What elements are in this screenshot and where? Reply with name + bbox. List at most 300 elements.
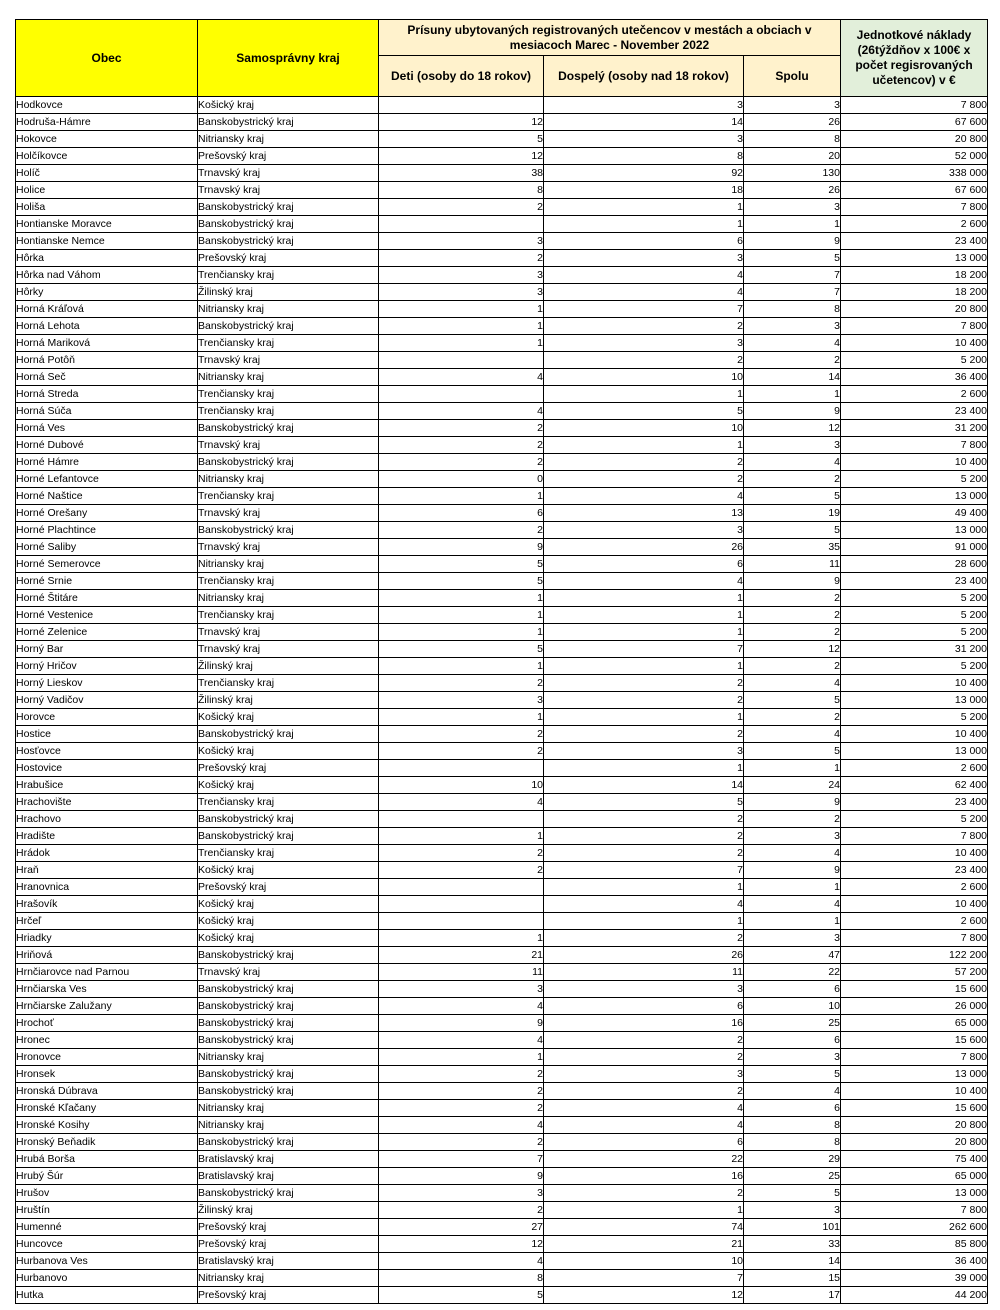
header-deti: Deti (osoby do 18 rokov) <box>379 56 544 97</box>
cell-kraj: Banskobystrický kraj <box>198 318 379 335</box>
cell-kraj: Nitriansky kraj <box>198 1049 379 1066</box>
cell-spolu: 2 <box>744 471 841 488</box>
cell-obec: Horný Vadičov <box>16 692 198 709</box>
cell-deti: 1 <box>379 318 544 335</box>
cell-kraj: Banskobystrický kraj <box>198 947 379 964</box>
cell-spolu: 8 <box>744 131 841 148</box>
cell-kraj: Trenčiansky kraj <box>198 403 379 420</box>
table-row <box>16 1100 988 1117</box>
cell-deti: 9 <box>379 539 544 556</box>
refugee-cost-table <box>15 19 988 1304</box>
cell-deti: 2 <box>379 420 544 437</box>
cell-deti: 2 <box>379 675 544 692</box>
cell-deti: 2 <box>379 199 544 216</box>
cell-naklady: 10 400 <box>841 675 988 692</box>
table-row <box>16 777 988 794</box>
cell-naklady: 13 000 <box>841 522 988 539</box>
cell-dospeli: 10 <box>544 369 744 386</box>
cell-deti: 3 <box>379 233 544 250</box>
cell-deti: 3 <box>379 267 544 284</box>
cell-kraj: Banskobystrický kraj <box>198 998 379 1015</box>
table-row <box>16 1236 988 1253</box>
cell-dospeli: 7 <box>544 862 744 879</box>
cell-deti: 2 <box>379 743 544 760</box>
table-row <box>16 896 988 913</box>
cell-naklady: 15 600 <box>841 981 988 998</box>
cell-deti: 2 <box>379 726 544 743</box>
cell-dospeli: 4 <box>544 488 744 505</box>
header-dospeli: Dospelý (osoby nad 18 rokov) <box>544 56 744 97</box>
cell-kraj: Banskobystrický kraj <box>198 726 379 743</box>
cell-spolu: 3 <box>744 930 841 947</box>
table-row <box>16 165 988 182</box>
cell-naklady: 36 400 <box>841 369 988 386</box>
cell-naklady: 62 400 <box>841 777 988 794</box>
cell-obec: Hrachovo <box>16 811 198 828</box>
cell-spolu: 5 <box>744 250 841 267</box>
cell-deti: 1 <box>379 709 544 726</box>
cell-dospeli: 8 <box>544 148 744 165</box>
cell-dospeli: 2 <box>544 454 744 471</box>
cell-naklady: 91 000 <box>841 539 988 556</box>
cell-dospeli: 3 <box>544 981 744 998</box>
cell-kraj: Nitriansky kraj <box>198 471 379 488</box>
cell-kraj: Nitriansky kraj <box>198 301 379 318</box>
cell-naklady: 52 000 <box>841 148 988 165</box>
cell-dospeli: 1 <box>544 879 744 896</box>
table-row <box>16 981 988 998</box>
cell-kraj: Košický kraj <box>198 896 379 913</box>
cell-naklady: 13 000 <box>841 488 988 505</box>
cell-kraj: Banskobystrický kraj <box>198 454 379 471</box>
cell-deti: 5 <box>379 641 544 658</box>
cell-deti: 1 <box>379 624 544 641</box>
cell-obec: Hronovce <box>16 1049 198 1066</box>
cell-dospeli: 5 <box>544 794 744 811</box>
cell-dospeli: 11 <box>544 964 744 981</box>
cell-dospeli: 12 <box>544 1287 744 1304</box>
cell-obec: Hronec <box>16 1032 198 1049</box>
cell-spolu: 17 <box>744 1287 841 1304</box>
cell-dospeli: 92 <box>544 165 744 182</box>
cell-deti: 2 <box>379 862 544 879</box>
cell-obec: Horná Potôň <box>16 352 198 369</box>
cell-deti: 1 <box>379 658 544 675</box>
cell-spolu: 4 <box>744 1083 841 1100</box>
cell-spolu: 20 <box>744 148 841 165</box>
cell-deti: 1 <box>379 488 544 505</box>
cell-naklady: 10 400 <box>841 335 988 352</box>
cell-obec: Hruštín <box>16 1202 198 1219</box>
cell-kraj: Banskobystrický kraj <box>198 828 379 845</box>
cell-deti <box>379 216 544 233</box>
cell-dospeli: 1 <box>544 437 744 454</box>
cell-kraj: Banskobystrický kraj <box>198 420 379 437</box>
cell-naklady: 75 400 <box>841 1151 988 1168</box>
cell-dospeli: 2 <box>544 1049 744 1066</box>
table-row <box>16 845 988 862</box>
cell-dospeli: 14 <box>544 114 744 131</box>
cell-naklady: 23 400 <box>841 403 988 420</box>
cell-kraj: Nitriansky kraj <box>198 131 379 148</box>
cell-deti <box>379 760 544 777</box>
table-row <box>16 675 988 692</box>
cell-naklady: 7 800 <box>841 97 988 114</box>
cell-kraj: Bratislavský kraj <box>198 1253 379 1270</box>
cell-deti: 6 <box>379 505 544 522</box>
cell-dospeli: 2 <box>544 726 744 743</box>
cell-obec: Hronské Kosihy <box>16 1117 198 1134</box>
cell-kraj: Trnavský kraj <box>198 182 379 199</box>
cell-deti: 2 <box>379 1066 544 1083</box>
cell-dospeli: 1 <box>544 709 744 726</box>
cell-kraj: Trnavský kraj <box>198 539 379 556</box>
cell-spolu: 3 <box>744 199 841 216</box>
table-row <box>16 862 988 879</box>
cell-deti: 9 <box>379 1015 544 1032</box>
cell-naklady: 7 800 <box>841 930 988 947</box>
cell-spolu: 33 <box>744 1236 841 1253</box>
cell-obec: Horná Kráľová <box>16 301 198 318</box>
cell-deti: 1 <box>379 1049 544 1066</box>
cell-deti: 3 <box>379 981 544 998</box>
cell-spolu: 10 <box>744 998 841 1015</box>
cell-dospeli: 1 <box>544 1202 744 1219</box>
cell-kraj: Bratislavský kraj <box>198 1168 379 1185</box>
cell-naklady: 2 600 <box>841 386 988 403</box>
cell-dospeli: 2 <box>544 811 744 828</box>
cell-deti: 4 <box>379 1253 544 1270</box>
cell-spolu: 22 <box>744 964 841 981</box>
cell-kraj: Košický kraj <box>198 709 379 726</box>
cell-spolu: 15 <box>744 1270 841 1287</box>
cell-dospeli: 1 <box>544 913 744 930</box>
cell-kraj: Košický kraj <box>198 913 379 930</box>
table-row <box>16 1202 988 1219</box>
cell-deti: 27 <box>379 1219 544 1236</box>
cell-obec: Horné Orešany <box>16 505 198 522</box>
table-row <box>16 250 988 267</box>
table-row <box>16 1151 988 1168</box>
cell-naklady: 49 400 <box>841 505 988 522</box>
cell-deti: 1 <box>379 590 544 607</box>
cell-deti: 38 <box>379 165 544 182</box>
cell-spolu: 4 <box>744 896 841 913</box>
cell-deti: 1 <box>379 301 544 318</box>
cell-naklady: 5 200 <box>841 709 988 726</box>
cell-kraj: Košický kraj <box>198 743 379 760</box>
cell-obec: Hriňová <box>16 947 198 964</box>
cell-kraj: Košický kraj <box>198 777 379 794</box>
cell-kraj: Nitriansky kraj <box>198 590 379 607</box>
cell-spolu: 26 <box>744 114 841 131</box>
cell-kraj: Trnavský kraj <box>198 641 379 658</box>
cell-spolu: 2 <box>744 811 841 828</box>
cell-naklady: 5 200 <box>841 607 988 624</box>
cell-deti <box>379 913 544 930</box>
cell-kraj: Nitriansky kraj <box>198 556 379 573</box>
cell-kraj: Žilinský kraj <box>198 284 379 301</box>
cell-obec: Horné Vestenice <box>16 607 198 624</box>
cell-spolu: 25 <box>744 1015 841 1032</box>
cell-deti <box>379 352 544 369</box>
cell-deti: 1 <box>379 930 544 947</box>
table-row <box>16 573 988 590</box>
cell-obec: Hontianske Nemce <box>16 233 198 250</box>
cell-kraj: Trnavský kraj <box>198 437 379 454</box>
cell-spolu: 7 <box>744 284 841 301</box>
cell-deti: 4 <box>379 1117 544 1134</box>
cell-obec: Horné Zelenice <box>16 624 198 641</box>
cell-kraj: Banskobystrický kraj <box>198 1066 379 1083</box>
cell-deti: 8 <box>379 182 544 199</box>
cell-spolu: 5 <box>744 743 841 760</box>
cell-deti: 12 <box>379 114 544 131</box>
cell-kraj: Košický kraj <box>198 930 379 947</box>
cell-naklady: 31 200 <box>841 641 988 658</box>
cell-naklady: 7 800 <box>841 1049 988 1066</box>
cell-naklady: 67 600 <box>841 114 988 131</box>
cell-obec: Horné Hámre <box>16 454 198 471</box>
cell-dospeli: 2 <box>544 318 744 335</box>
cell-spolu: 12 <box>744 641 841 658</box>
table-row <box>16 760 988 777</box>
cell-naklady: 23 400 <box>841 794 988 811</box>
cell-obec: Hokovce <box>16 131 198 148</box>
cell-naklady: 57 200 <box>841 964 988 981</box>
cell-kraj: Banskobystrický kraj <box>198 199 379 216</box>
cell-spolu: 35 <box>744 539 841 556</box>
cell-kraj: Banskobystrický kraj <box>198 1032 379 1049</box>
cell-kraj: Košický kraj <box>198 862 379 879</box>
cell-obec: Hrubý Šúr <box>16 1168 198 1185</box>
cell-spolu: 5 <box>744 692 841 709</box>
cell-dospeli: 3 <box>544 131 744 148</box>
cell-kraj: Prešovský kraj <box>198 1287 379 1304</box>
cell-deti: 2 <box>379 1202 544 1219</box>
cell-naklady: 13 000 <box>841 1066 988 1083</box>
cell-deti: 5 <box>379 131 544 148</box>
cell-spolu: 11 <box>744 556 841 573</box>
cell-spolu: 4 <box>744 726 841 743</box>
cell-spolu: 6 <box>744 981 841 998</box>
cell-kraj: Košický kraj <box>198 97 379 114</box>
table-row <box>16 488 988 505</box>
cell-obec: Hraň <box>16 862 198 879</box>
cell-naklady: 5 200 <box>841 658 988 675</box>
cell-deti: 0 <box>379 471 544 488</box>
cell-naklady: 5 200 <box>841 352 988 369</box>
cell-obec: Holčíkovce <box>16 148 198 165</box>
cell-kraj: Trnavský kraj <box>198 165 379 182</box>
table-row <box>16 182 988 199</box>
cell-obec: Hriadky <box>16 930 198 947</box>
cell-kraj: Prešovský kraj <box>198 250 379 267</box>
cell-obec: Hronský Beňadik <box>16 1134 198 1151</box>
cell-naklady: 2 600 <box>841 216 988 233</box>
table-row <box>16 1015 988 1032</box>
cell-kraj: Trenčiansky kraj <box>198 607 379 624</box>
cell-spolu: 1 <box>744 386 841 403</box>
cell-spolu: 5 <box>744 1066 841 1083</box>
table-row <box>16 267 988 284</box>
table-row <box>16 1287 988 1304</box>
cell-kraj: Trenčiansky kraj <box>198 488 379 505</box>
cell-spolu: 2 <box>744 709 841 726</box>
table-row <box>16 879 988 896</box>
cell-dospeli: 7 <box>544 641 744 658</box>
cell-deti: 2 <box>379 522 544 539</box>
table-row <box>16 522 988 539</box>
cell-dospeli: 3 <box>544 1066 744 1083</box>
cell-deti: 1 <box>379 828 544 845</box>
cell-spolu: 12 <box>744 420 841 437</box>
table-row <box>16 1219 988 1236</box>
cell-obec: Hostice <box>16 726 198 743</box>
cell-spolu: 26 <box>744 182 841 199</box>
cell-naklady: 10 400 <box>841 454 988 471</box>
cell-deti: 2 <box>379 437 544 454</box>
cell-deti: 12 <box>379 148 544 165</box>
table-row <box>16 148 988 165</box>
cell-spolu: 8 <box>744 1117 841 1134</box>
cell-kraj: Trnavský kraj <box>198 624 379 641</box>
cell-deti <box>379 811 544 828</box>
cell-dospeli: 6 <box>544 1134 744 1151</box>
cell-naklady: 65 000 <box>841 1015 988 1032</box>
cell-kraj: Trnavský kraj <box>198 964 379 981</box>
cell-obec: Hurbanovo <box>16 1270 198 1287</box>
cell-spolu: 3 <box>744 437 841 454</box>
cell-dospeli: 7 <box>544 1270 744 1287</box>
cell-obec: Hrušov <box>16 1185 198 1202</box>
cell-dospeli: 4 <box>544 1100 744 1117</box>
table-row <box>16 1083 988 1100</box>
cell-obec: Holíč <box>16 165 198 182</box>
cell-naklady: 15 600 <box>841 1100 988 1117</box>
cell-kraj: Banskobystrický kraj <box>198 1083 379 1100</box>
cell-dospeli: 14 <box>544 777 744 794</box>
cell-naklady: 67 600 <box>841 182 988 199</box>
cell-spolu: 3 <box>744 318 841 335</box>
cell-naklady: 2 600 <box>841 879 988 896</box>
table-row <box>16 1253 988 1270</box>
cell-deti <box>379 879 544 896</box>
cell-dospeli: 2 <box>544 845 744 862</box>
table-row <box>16 794 988 811</box>
cell-obec: Hutka <box>16 1287 198 1304</box>
cell-deti: 2 <box>379 845 544 862</box>
cell-kraj: Žilinský kraj <box>198 692 379 709</box>
table-row <box>16 709 988 726</box>
cell-obec: Horný Bar <box>16 641 198 658</box>
cell-naklady: 7 800 <box>841 437 988 454</box>
cell-spolu: 47 <box>744 947 841 964</box>
cell-naklady: 5 200 <box>841 471 988 488</box>
table-row <box>16 624 988 641</box>
cell-naklady: 338 000 <box>841 165 988 182</box>
cell-obec: Holice <box>16 182 198 199</box>
table-row <box>16 998 988 1015</box>
cell-spolu: 4 <box>744 845 841 862</box>
table-row <box>16 1117 988 1134</box>
cell-dospeli: 2 <box>544 1185 744 1202</box>
table-row <box>16 335 988 352</box>
table-row <box>16 913 988 930</box>
cell-naklady: 2 600 <box>841 913 988 930</box>
cell-naklady: 10 400 <box>841 896 988 913</box>
cell-spolu: 3 <box>744 97 841 114</box>
cell-naklady: 18 200 <box>841 284 988 301</box>
cell-naklady: 85 800 <box>841 1236 988 1253</box>
cell-obec: Hodruša-Hámre <box>16 114 198 131</box>
cell-spolu: 1 <box>744 879 841 896</box>
cell-kraj: Žilinský kraj <box>198 1202 379 1219</box>
header-obec: Obec <box>16 20 198 97</box>
table-row <box>16 199 988 216</box>
table-row <box>16 471 988 488</box>
cell-dospeli: 1 <box>544 199 744 216</box>
cell-naklady: 23 400 <box>841 233 988 250</box>
cell-kraj: Trenčiansky kraj <box>198 267 379 284</box>
cell-naklady: 20 800 <box>841 1134 988 1151</box>
header-kraj: Samosprávny kraj <box>198 20 379 97</box>
cell-spolu: 9 <box>744 573 841 590</box>
cell-deti: 4 <box>379 998 544 1015</box>
table-row <box>16 692 988 709</box>
cell-spolu: 19 <box>744 505 841 522</box>
cell-obec: Horná Súča <box>16 403 198 420</box>
cell-deti: 10 <box>379 777 544 794</box>
cell-dospeli: 7 <box>544 301 744 318</box>
cell-obec: Hrochoť <box>16 1015 198 1032</box>
cell-naklady: 28 600 <box>841 556 988 573</box>
cell-kraj: Trenčiansky kraj <box>198 573 379 590</box>
cell-deti: 4 <box>379 369 544 386</box>
cell-deti: 4 <box>379 1032 544 1049</box>
table-row <box>16 828 988 845</box>
cell-dospeli: 4 <box>544 1117 744 1134</box>
cell-naklady: 7 800 <box>841 828 988 845</box>
cell-deti <box>379 386 544 403</box>
cell-naklady: 10 400 <box>841 845 988 862</box>
cell-naklady: 13 000 <box>841 692 988 709</box>
cell-deti <box>379 97 544 114</box>
cell-obec: Humenné <box>16 1219 198 1236</box>
cell-obec: Horná Seč <box>16 369 198 386</box>
cell-naklady: 20 800 <box>841 301 988 318</box>
cell-spolu: 14 <box>744 1253 841 1270</box>
table-row <box>16 216 988 233</box>
cell-kraj: Banskobystrický kraj <box>198 216 379 233</box>
cell-obec: Horné Dubové <box>16 437 198 454</box>
cell-kraj: Trenčiansky kraj <box>198 335 379 352</box>
cell-dospeli: 13 <box>544 505 744 522</box>
cell-naklady: 23 400 <box>841 862 988 879</box>
table-row <box>16 556 988 573</box>
cell-dospeli: 1 <box>544 624 744 641</box>
cell-deti: 8 <box>379 1270 544 1287</box>
table-row <box>16 386 988 403</box>
cell-kraj: Prešovský kraj <box>198 148 379 165</box>
table-row <box>16 505 988 522</box>
cell-naklady: 5 200 <box>841 624 988 641</box>
cell-kraj: Banskobystrický kraj <box>198 522 379 539</box>
cell-spolu: 2 <box>744 607 841 624</box>
cell-spolu: 29 <box>744 1151 841 1168</box>
cell-naklady: 23 400 <box>841 573 988 590</box>
cell-obec: Hrnčiarska Ves <box>16 981 198 998</box>
